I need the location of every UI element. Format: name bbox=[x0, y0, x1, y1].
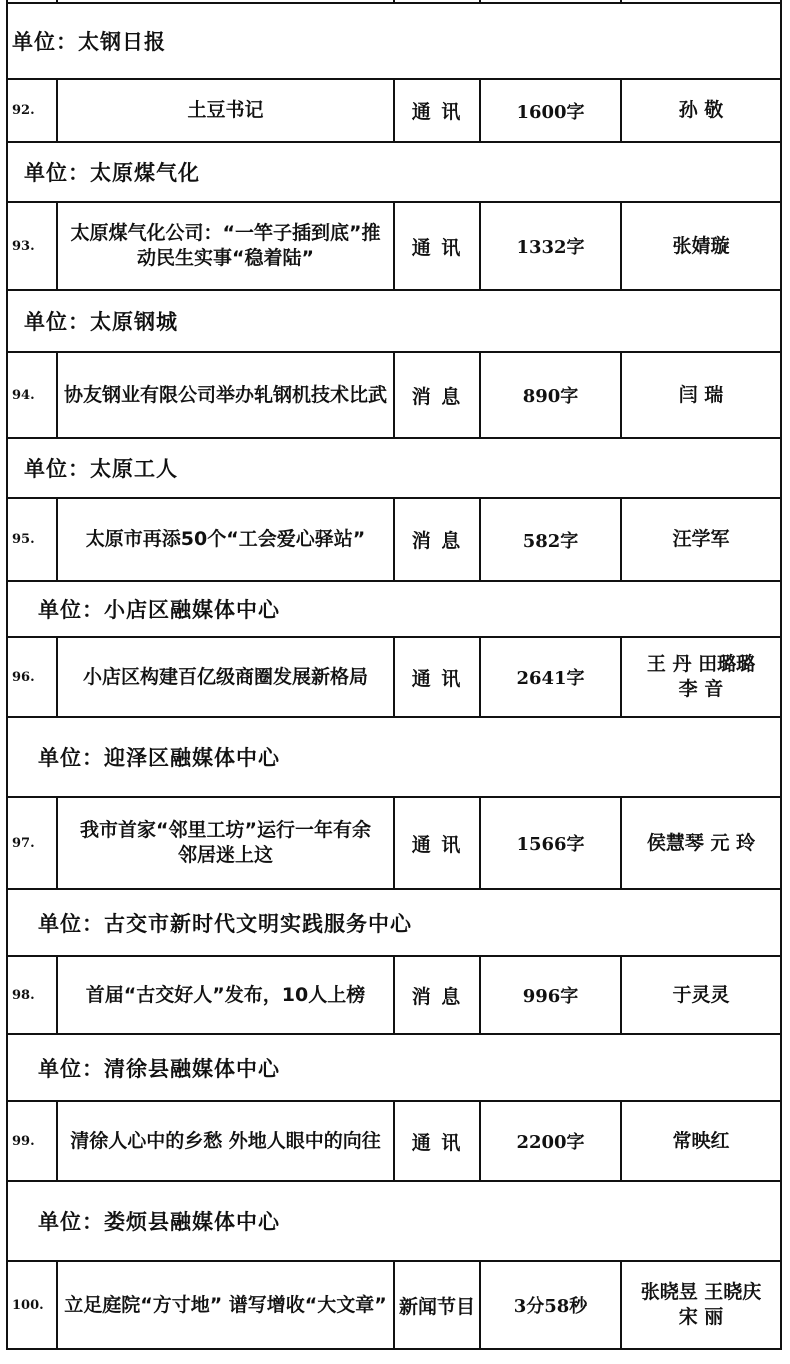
unit-row bbox=[6, 1182, 782, 1262]
entry-length: 582字 bbox=[481, 499, 622, 580]
entry-title: 小店区构建百亿级商圈发展新格局 bbox=[58, 638, 395, 716]
table-row bbox=[6, 957, 782, 1035]
unit-row bbox=[6, 890, 782, 957]
entry-author: 汪学军 bbox=[672, 528, 730, 550]
entry-title: 清徐人心中的乡愁 外地人眼中的向往 bbox=[58, 1102, 395, 1180]
entry-title: 太原煤气化公司：“一竿子插到底”推动民生实事“稳着陆” bbox=[58, 203, 395, 289]
entry-type: 新闻节目 bbox=[395, 1262, 481, 1348]
table-row bbox=[6, 353, 782, 439]
entry-type: 消 息 bbox=[395, 957, 481, 1033]
table-row bbox=[6, 1102, 782, 1182]
unit-row bbox=[6, 1035, 782, 1102]
entry-author: 侯慧琴 元 玲 bbox=[646, 831, 756, 854]
table-row bbox=[6, 638, 782, 718]
entry-number: 99. bbox=[8, 1102, 58, 1180]
entry-type: 消 息 bbox=[395, 499, 481, 580]
table-row bbox=[6, 80, 782, 143]
entry-type: 通 讯 bbox=[395, 638, 481, 716]
entry-number: 95. bbox=[8, 499, 58, 580]
entry-number: 94. bbox=[8, 353, 58, 437]
entry-length: 1332字 bbox=[481, 203, 622, 289]
unit-row bbox=[6, 291, 782, 353]
entry-title: 协友钢业有限公司举办轧钢机技术比武 bbox=[58, 353, 395, 437]
entry-length: 3分58秒 bbox=[481, 1262, 622, 1348]
awards-table bbox=[6, 0, 782, 1350]
entry-length: 890字 bbox=[481, 353, 622, 437]
table-row bbox=[6, 798, 782, 890]
entry-type: 通 讯 bbox=[395, 80, 481, 141]
unit-row bbox=[6, 143, 782, 203]
entry-author: 常映红 bbox=[672, 1129, 730, 1152]
entry-length: 996字 bbox=[481, 957, 622, 1033]
entry-number: 100. bbox=[8, 1262, 58, 1348]
unit-label: 单位：太原煤气化 bbox=[24, 161, 200, 185]
entry-title: 首届“古交好人”发布，10人上榜 bbox=[58, 957, 395, 1033]
table-row bbox=[6, 1262, 782, 1350]
entry-title: 土豆书记 bbox=[58, 80, 395, 141]
entry-author: 于灵灵 bbox=[672, 983, 730, 1006]
entry-number: 93. bbox=[8, 203, 58, 289]
unit-row bbox=[6, 439, 782, 499]
entry-number: 92. bbox=[8, 80, 58, 141]
unit-label: 单位：太钢日报 bbox=[12, 30, 166, 54]
entry-number: 97. bbox=[8, 798, 58, 888]
entry-author: 孙 敬 bbox=[678, 99, 724, 121]
entry-type: 通 讯 bbox=[395, 1102, 481, 1180]
unit-label: 单位：太原钢城 bbox=[24, 310, 178, 334]
unit-row bbox=[6, 4, 782, 80]
entry-title: 我市首家“邻里工坊”运行一年有余 邻居迷上这 bbox=[58, 798, 395, 888]
entry-title: 太原市再添50个“工会爱心驿站” bbox=[58, 499, 395, 580]
unit-label: 单位：娄烦县融媒体中心 bbox=[38, 1210, 280, 1234]
entry-title: 立足庭院“方寸地” 谱写增收“大文章” bbox=[58, 1262, 395, 1348]
unit-row bbox=[6, 718, 782, 798]
entry-length: 2641字 bbox=[481, 638, 622, 716]
entry-author: 张婧璇 bbox=[672, 234, 730, 257]
unit-row bbox=[6, 582, 782, 638]
table-row bbox=[6, 203, 782, 291]
entry-length: 1566字 bbox=[481, 798, 622, 888]
unit-label: 单位：清徐县融媒体中心 bbox=[38, 1056, 280, 1081]
entry-length: 2200字 bbox=[481, 1102, 622, 1180]
entry-number: 96. bbox=[8, 638, 58, 716]
unit-label: 单位：迎泽区融媒体中心 bbox=[38, 746, 280, 770]
entry-type: 消 息 bbox=[395, 353, 481, 437]
entry-author: 闫 瑞 bbox=[678, 383, 724, 406]
entry-type: 通 讯 bbox=[395, 798, 481, 888]
entry-number: 98. bbox=[8, 957, 58, 1033]
entry-type: 通 讯 bbox=[395, 203, 481, 289]
entry-length: 1600字 bbox=[481, 80, 622, 141]
unit-label: 单位：小店区融媒体中心 bbox=[38, 598, 280, 622]
unit-label: 单位：古交市新时代文明实践服务中心 bbox=[38, 911, 412, 936]
entry-author: 张晓昱 王晓庆 宋 丽 bbox=[640, 1281, 762, 1328]
unit-label: 单位：太原工人 bbox=[24, 457, 178, 481]
entry-author: 王 丹 田璐璐 李 音 bbox=[646, 653, 756, 700]
table-row bbox=[6, 499, 782, 582]
